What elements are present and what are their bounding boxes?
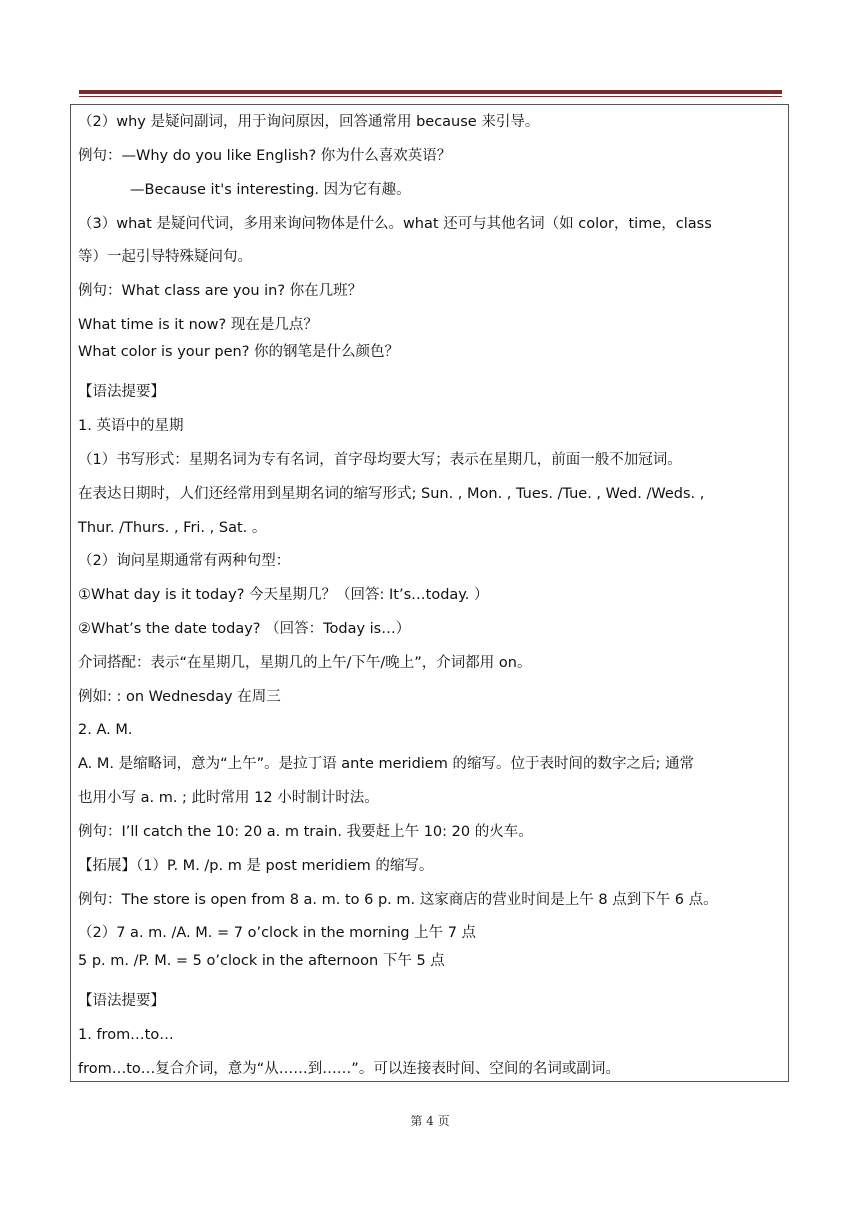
text-line: ②What’s the date today? （回答：Today is…） xyxy=(78,621,411,637)
text-line: 在表达日期时，人们还经常用到星期名词的缩写形式; Sun. , Mon. , Tues. /Tue. , Wed. /Weds. , xyxy=(78,486,705,502)
text-line: 1. 英语中的星期 xyxy=(78,418,184,434)
text-line: 例句：The store is open from 8 a. m. to 6 p. m. 这家商店的营业时间是上午 8 点到下午 6 点。 xyxy=(78,892,718,908)
header-rule-thin xyxy=(79,96,782,97)
page-number: 第 4 页 xyxy=(410,1114,450,1128)
text-line: 等）一起引导特殊疑问句。 xyxy=(78,249,252,265)
text-line: （1）书写形式：星期名词为专有名词，首字母均要大写；表示在星期几，前面一般不加冠词。 xyxy=(78,452,682,468)
section-heading: 【语法提要】 xyxy=(78,384,165,400)
text-line: 2. A. M. xyxy=(78,722,133,738)
text-line: What color is your pen? 你的钢笔是什么颜色？ xyxy=(78,344,400,360)
text-line: 也用小写 a. m. ; 此时常用 12 小时制计时法。 xyxy=(78,790,379,806)
text-line: What time is it now? 现在是几点？ xyxy=(78,317,318,333)
text-line: —Because it's interesting. 因为它有趣。 xyxy=(130,182,411,198)
text-line: 例句：—Why do you like English? 你为什么喜欢英语？ xyxy=(78,148,452,164)
text-line: （2）7 a. m. /A. M. = 7 o’clock in the morning 上午 7 点 xyxy=(78,925,477,941)
header-rule-thick xyxy=(79,90,782,94)
text-line: ①What day is it today? 今天星期几？（回答: It’s…today. ） xyxy=(78,587,489,603)
text-line: 例句：I’ll catch the 10: 20 a. m train. 我要赶上午 10: 20 的火车。 xyxy=(78,824,533,840)
text-line: （3）what 是疑问代词，多用来询问物体是什么。what 还可与其他名词（如 color，time，class xyxy=(78,216,712,232)
text-line: Thur. /Thurs. , Fri. , Sat. 。 xyxy=(78,520,267,536)
text-line: 介词搭配：表示“在星期几，星期几的上午/下午/晚上”，介词都用 on。 xyxy=(78,655,532,671)
section-heading: 【语法提要】 xyxy=(78,993,165,1009)
text-line: A. M. 是缩略词，意为“上午”。是拉丁语 ante meridiem 的缩写。位于表时间的数字之后; 通常 xyxy=(78,756,694,772)
text-line: 例如: : on Wednesday 在周三 xyxy=(78,689,281,705)
text-line: （2）询问星期通常有两种句型： xyxy=(78,553,291,569)
text-line: from…to…复合介词，意为“从……到……”。可以连接表时间、空间的名词或副词。 xyxy=(78,1061,620,1077)
text-line: 例句：What class are you in? 你在几班？ xyxy=(78,283,363,299)
text-line: 5 p. m. /P. M. = 5 o’clock in the afternoon 下午 5 点 xyxy=(78,953,445,969)
text-line: （2）why 是疑问副词，用于询问原因，回答通常用 because 来引导。 xyxy=(78,114,540,130)
text-line: 1. from…to… xyxy=(78,1027,174,1043)
text-line: 【拓展】（1）P. M. /p. m 是 post meridiem 的缩写。 xyxy=(78,858,434,874)
